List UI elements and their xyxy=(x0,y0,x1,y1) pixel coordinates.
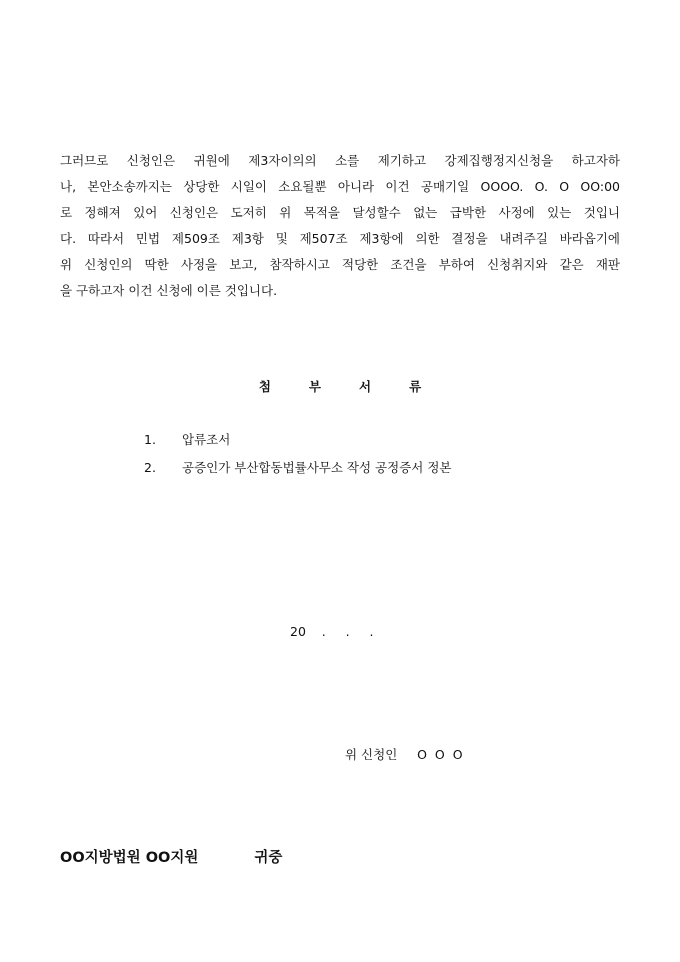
attachments-heading: 첨부서류 xyxy=(258,379,460,394)
list-item xyxy=(144,425,451,453)
applicant-signature: 위 신청인 O O O xyxy=(345,747,463,762)
item-text: 압류조서 xyxy=(182,432,231,447)
attachments-list xyxy=(144,425,451,481)
court-addressee xyxy=(60,846,282,867)
item-text: 공증인가 부산합동법률사무소 작성 공정증서 정본 xyxy=(182,460,452,475)
body-line: 위 신청인의 딱한 사정을 보고, 참작하시고 적당한 조건을 부하여 신청취지와 같은 재판 xyxy=(60,257,620,272)
court-name: OO지방법원 OO지원 xyxy=(60,850,199,866)
list-item xyxy=(144,453,451,481)
body-line: 로 정해져 있어 신청인은 도저히 위 목적을 달성할수 없는 급박한 사정에 있는 것입니 xyxy=(60,205,620,220)
date-line: 20 . . . xyxy=(290,624,374,639)
item-number: 2. xyxy=(144,459,156,475)
petition-body xyxy=(60,148,620,304)
item-number: 1. xyxy=(144,431,156,447)
body-line: 나, 본안소송까지는 상당한 시일이 소요될뿐 아니라 이건 공매기일 OOOO. O. O OO:00 xyxy=(60,179,620,194)
body-line: 그러므로 신청인은 귀원에 제3자이의의 소를 제기하고 강제집행정지신청을 하고자하 xyxy=(60,153,620,168)
body-line: 을 구하고자 이건 신청에 이른 것입니다. xyxy=(60,283,278,298)
court-suffix: 귀중 xyxy=(254,850,283,866)
body-line: 다. 따라서 민법 제509조 제3항 및 제507조 제3항에 의한 결정을 내려주길 바라옵기에 xyxy=(60,231,620,246)
